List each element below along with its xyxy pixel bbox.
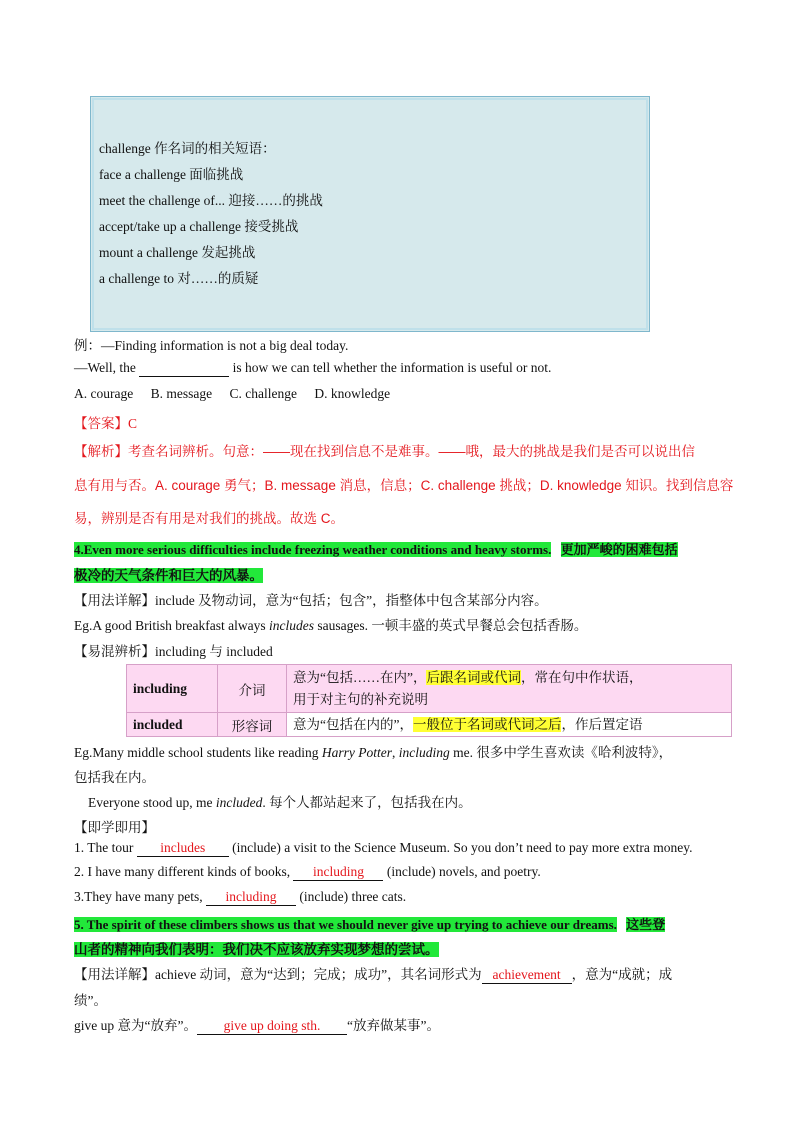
option-c: C. challenge <box>229 386 297 401</box>
phrase-item: meet the challenge of... 迎接……的挑战 <box>99 193 323 208</box>
text: . 每个人都站起来了，包括我在内。 <box>262 795 472 810</box>
example-line-2 <box>74 360 551 377</box>
usage-achieve-2: 绩”。 <box>74 993 107 1008</box>
phrase-item: mount a challenge 发起挑战 <box>99 245 256 260</box>
italic-text: included <box>215 795 263 810</box>
table-row <box>127 713 732 737</box>
text: —Well, the <box>74 360 140 375</box>
table-word: included <box>127 713 218 737</box>
answer-line: 【答案】C <box>74 416 138 431</box>
options-line <box>74 386 390 402</box>
text: 2. I have many different kinds of books, <box>74 864 294 879</box>
option-b: B. message <box>150 386 213 401</box>
exercise-3 <box>74 889 406 906</box>
text: Eg.Many middle school students like reading <box>74 745 322 760</box>
sentence-5-heading-2 <box>74 938 439 958</box>
text: Everyone stood up, me <box>88 795 216 810</box>
text: (include) three cats. <box>295 889 407 904</box>
sentence-4-english: 4.Even more serious difficulties include freezing weather conditions and heavy storms. <box>74 542 552 557</box>
text: give up 意为“放弃”。 <box>74 1018 197 1033</box>
sentence-5-english: 5. The spirit of these climbers shows us that we should never give up trying to achieve our dreams. <box>74 917 617 932</box>
example-line-1: 例：—Finding information is not a big deal today. <box>74 338 349 353</box>
sentence-4-heading <box>74 539 678 558</box>
text: 意为“包括……在内”， <box>293 669 427 685</box>
analysis-line: 易，辨别是否有用是对我们的挑战。故选 C。 <box>74 511 344 526</box>
text: 意为“包括在内的”， <box>293 716 413 732</box>
sentence-5-heading <box>74 914 665 933</box>
option-d: D. knowledge <box>314 386 391 401</box>
example-included <box>88 791 472 811</box>
answer-blank: includes <box>137 840 229 857</box>
text: 3.They have many pets, <box>74 889 206 904</box>
italic-text: includes <box>268 618 314 633</box>
sentence-5-chinese-2: 山者的精神向我们表明：我们决不应该放弃实现梦想的尝试。 <box>74 942 439 957</box>
table-word: including <box>127 665 218 713</box>
note-title: challenge 作名词的相关短语： <box>99 141 276 156</box>
comparison-table <box>126 664 732 737</box>
answer-blank: including <box>293 864 383 881</box>
text: ，常在句中作状语， <box>520 669 643 685</box>
italic-text: Harry Potter <box>321 745 392 760</box>
text: Eg.A good British breakfast always <box>74 618 269 633</box>
text: sausages. 一顿丰盛的英式早餐总会包括香肠。 <box>313 618 588 633</box>
phrase-item: a challenge to 对……的质疑 <box>99 271 259 286</box>
sentence-4-chinese-2: 极冷的天气条件和巨大的风暴。 <box>74 568 263 583</box>
analysis-line: 【解析】考查名词辨析。句意：——现在找到信息不是难事。——哦，最大的挑战是我们是否可以说出信 <box>74 444 695 459</box>
phrase-item: accept/take up a challenge 接受挑战 <box>99 219 299 234</box>
table-desc <box>287 713 732 737</box>
highlight: 一般位于名词或代词之后 <box>412 716 562 732</box>
answer-blank: give up doing sth. <box>197 1018 347 1035</box>
table-desc <box>287 665 732 713</box>
sentence-4-heading-2 <box>74 564 263 584</box>
example-include <box>74 614 587 634</box>
analysis-line: 息有用与否。A. courage 勇气；B. message 消息，信息；C. challenge 挑战；D. knowledge 知识。找到信息容 <box>74 478 734 493</box>
text: , <box>391 745 399 760</box>
phrase-note-box <box>90 96 650 332</box>
table-row <box>127 665 732 713</box>
exercise-1 <box>74 840 693 857</box>
table-pos: 形容词 <box>218 713 287 737</box>
italic-text: including <box>398 745 450 760</box>
option-a: A. courage <box>74 386 134 401</box>
exercise-2 <box>74 864 541 881</box>
table-pos: 介词 <box>218 665 287 713</box>
sentence-5-chinese: 这些登 <box>626 917 666 932</box>
text: “放弃做某事”。 <box>346 1018 440 1033</box>
text: (include) novels, and poetry. <box>383 864 541 879</box>
text: 1. The tour <box>74 840 137 855</box>
usage-include: 【用法详解】include 及物动词，意为“包括；包含”，指整体中包含某部分内容。 <box>74 593 548 608</box>
highlight: 后跟名词或代词 <box>426 669 521 685</box>
text: (include) a visit to the Science Museum. So you don’t need to pay more extra money. <box>228 840 693 855</box>
text: ，意为“成就；成 <box>571 967 673 982</box>
example-including-2: 包括我在内。 <box>74 770 155 785</box>
phrase-item: face a challenge 面临挑战 <box>99 167 244 182</box>
text: 【用法详解】achieve 动词，意为“达到；完成；成功”，其名词形式为 <box>74 967 482 982</box>
text: me. 很多中学生喜欢读《哈利波特》， <box>449 745 673 760</box>
example-including <box>74 741 672 761</box>
sentence-4-chinese: 更加严峻的困难包括 <box>560 542 678 557</box>
practice-heading: 【即学即用】 <box>74 820 155 835</box>
answer-blank: achievement <box>482 967 572 984</box>
answer-blank: including <box>206 889 296 906</box>
blank-line <box>139 360 229 377</box>
usage-achieve <box>74 963 672 984</box>
confuse-heading: 【易混辨析】including 与 included <box>74 644 273 659</box>
text: is how we can tell whether the information is useful or not. <box>229 360 552 375</box>
text: ，作后置定语 <box>561 716 643 732</box>
text: 用于对主句的补充说明 <box>293 691 428 707</box>
give-up-line <box>74 1014 440 1035</box>
